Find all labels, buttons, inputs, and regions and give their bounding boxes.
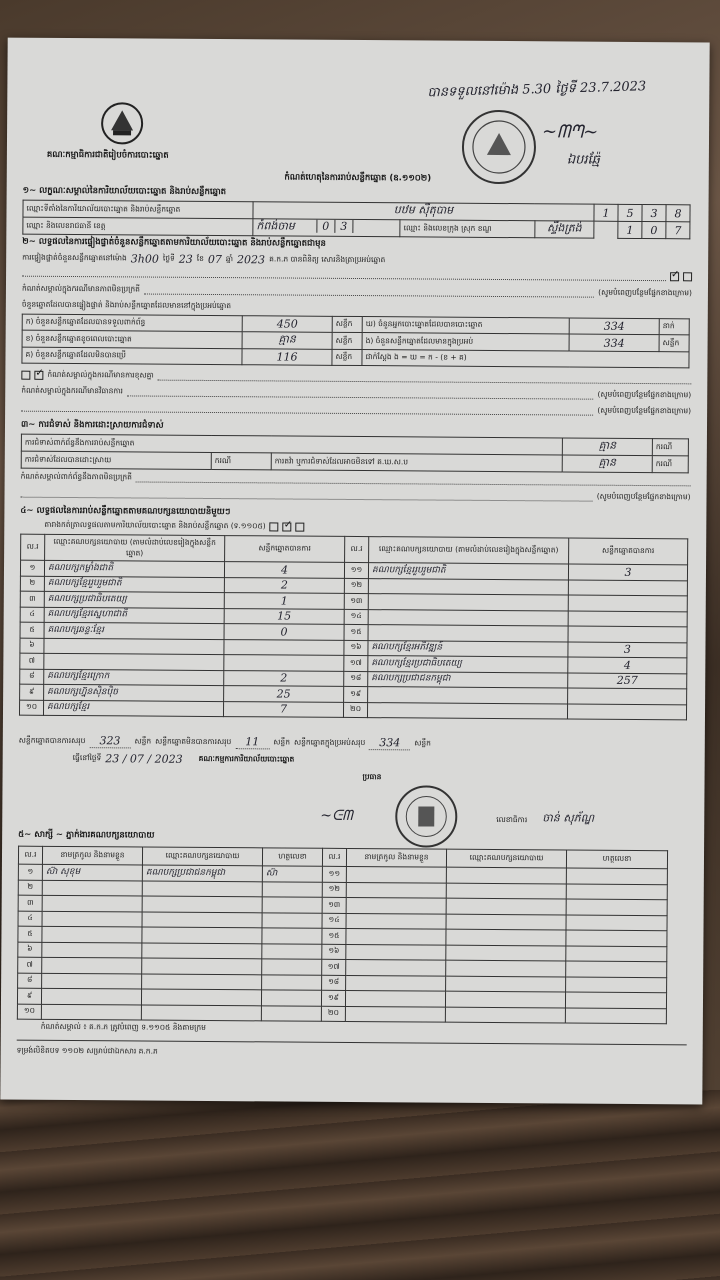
witness-party: [142, 927, 262, 943]
result-party: [368, 594, 568, 611]
check-box: [296, 523, 305, 532]
witness-no: ២០: [321, 1006, 345, 1022]
witness-no: ១១: [322, 866, 346, 882]
remark-row-1: ✓ កំណត់សម្គាល់ក្នុងករណីមានការខុសគ្នា: [21, 370, 691, 386]
result-votes: 1: [224, 593, 344, 609]
witness-party: [141, 1005, 261, 1021]
witness-party: [445, 991, 565, 1007]
witness-name: [41, 988, 141, 1004]
result-no: ១៥: [344, 624, 368, 640]
total-invalid: 11: [235, 735, 269, 749]
result-votes: 4: [568, 657, 687, 673]
result-votes: [567, 703, 686, 719]
location-table: [22, 200, 690, 240]
section2-heading: ២~ លទ្ធផលនៃការផ្ទៀងផ្ទាត់ចំនួនសន្លឹកឆ្នោតតាមការិយាល័យបោះឆ្នោត និងរាប់សន្លឹកឆ្នោតជាមុន: [22, 236, 326, 249]
result-party: [368, 625, 568, 642]
section2-start-row: ការផ្ទៀងផ្ទាត់ចំនួនសន្លឹកឆ្នោតនៅម៉ោង 3h00 ថ្ងៃទី 23 ខែ 07 ឆ្នាំ 2023 គ.ក.ភ បានពិនិត្យ សោរនិងត្រាប្រអប់ឆ្នោត: [22, 252, 386, 267]
result-no: ១៣: [344, 593, 368, 609]
result-votes: 7: [223, 701, 343, 717]
result-party: គណបក្សប្រជាធិបតេយ្យ: [44, 591, 224, 608]
objection-unit: ករណី: [652, 456, 688, 473]
result-votes: [224, 639, 344, 655]
district-code-digit: 1: [618, 221, 642, 238]
witness-party: [141, 989, 261, 1005]
result-votes: 0: [224, 624, 344, 640]
ballot-count-table: [21, 314, 689, 369]
check-box: [670, 272, 679, 281]
result-votes: 15: [224, 608, 344, 624]
witness-no: ១៧: [322, 959, 346, 975]
witness-sign: [566, 945, 667, 961]
col-no: ល.រ: [345, 536, 369, 562]
result-party: គណបក្សកម្លាំងជាតិ: [44, 560, 224, 577]
chief-label: ប្រធាន: [362, 772, 382, 782]
count-unit: សន្លឹក: [332, 316, 362, 332]
counts-intro: ចំនួនឆ្នោតដែលបានផ្ទៀងផ្ទាត់ និងរាប់សន្លឹកឆ្នោតដែលមាននៅក្នុងប្រអប់ឆ្នោត: [21, 299, 232, 311]
signature-icon: ~ᗰᘉ~: [541, 121, 599, 143]
start-time: 3h00: [130, 252, 159, 266]
witness-no: ៩: [17, 988, 41, 1004]
result-party: គណបក្សខ្មែរស្នេហាជាតិ: [44, 607, 224, 624]
witness-no: ១៤: [322, 913, 346, 929]
result-no: ៨: [20, 669, 44, 685]
result-no: ១៨: [344, 671, 368, 687]
count-unit: សន្លឹក: [659, 335, 689, 352]
witness-no: ១៨: [322, 975, 346, 991]
result-no: ៩: [20, 684, 44, 700]
count-unit: នាក់: [659, 319, 689, 335]
witness-name: [42, 926, 142, 942]
col-name: នាមត្រកូល និងនាមខ្លួន: [42, 846, 142, 865]
witness-party: [142, 912, 262, 928]
result-votes: 2: [224, 670, 344, 686]
witness-sign: [262, 974, 322, 990]
witness-name: [346, 866, 446, 882]
wooden-table-surface: [0, 1090, 720, 1280]
table-row: [17, 1004, 666, 1024]
witness-party: [142, 896, 262, 912]
witness-sign: [261, 1005, 321, 1021]
secretary-signature: ចាន់ សុភ័ណ្ឌ: [542, 811, 595, 825]
district-code-digit: 7: [666, 222, 690, 239]
col-votes: សន្លឹកឆ្នោតបានការ: [569, 538, 688, 565]
bottom-note: ទម្រង់លិខិតបទ ១១០២ សម្រាប់ជាឯកសារ គ.ក.ភ: [16, 1045, 158, 1056]
col-party: ឈ្មោះគណបក្សនយោបាយ: [142, 847, 262, 866]
witness-name: [346, 913, 446, 929]
col-party: ឈ្មោះគណបក្សនយោបាយ (តាមលំដាប់លេខរៀងក្នុងសន្លឹកឆ្នោត): [369, 537, 569, 564]
witness-name: [346, 944, 446, 960]
witness-no: ២: [18, 880, 42, 896]
result-party: គណបក្សខ្មែរក្រោក: [44, 669, 224, 686]
result-party: [367, 702, 567, 719]
witness-no: ១៦: [322, 944, 346, 960]
committee-name: គណៈកម្មាធិការជាតិរៀបចំការបោះឆ្នោត: [46, 149, 169, 161]
result-no: ១១: [344, 562, 368, 578]
witness-party: [446, 929, 566, 945]
result-no: ១២: [344, 578, 368, 594]
col-party: ឈ្មោះគណបក្សនយោបាយ (តាមលំដាប់លេខរៀងក្នុងសន្លឹកឆ្នោត): [45, 534, 225, 561]
witness-no: ៦: [18, 942, 42, 958]
witness-sign: [566, 961, 667, 977]
count-unit: សន្លឹក: [332, 332, 362, 349]
witness-sign: [262, 881, 322, 897]
total-valid: 323: [89, 734, 130, 748]
count-label: ឃ) ចំនួនអ្នកបោះឆ្នោតដែលបានបោះឆ្នោត: [362, 317, 569, 334]
witness-no: ៣: [18, 895, 42, 911]
col-sign: ហត្ថលេខា: [566, 850, 667, 869]
witness-party: [142, 881, 262, 897]
done-date: 23 / 07 / 2023: [105, 752, 183, 766]
election-count-report-sheet: [0, 38, 709, 1105]
result-party: [368, 609, 568, 626]
code-digit: 1: [594, 204, 618, 221]
objection-unit: ករណី: [652, 439, 688, 456]
result-party: [368, 578, 568, 595]
start-day: 23: [178, 252, 193, 266]
count-label: ខ) ចំនួនសន្លឹកឆ្នោតខូចពេលបោះឆ្នោត: [22, 330, 242, 349]
result-party: គណបក្សខ្មែររួបរួមជាតិ: [44, 576, 224, 593]
district-label: ឈ្មោះ និងលេខក្រុង ស្រុក ខណ្ឌ: [400, 220, 535, 238]
col-no: ល.រ: [18, 846, 42, 864]
objection-unit: ករណី: [211, 452, 271, 469]
result-no: ១០: [19, 700, 43, 716]
report-title: កំណត់ហេតុនៃការរាប់សន្លឹកឆ្នោត (ឧ.១១០២): [284, 172, 432, 184]
result-votes: [224, 655, 344, 671]
section3-heading: ៣~ ការជំទាស់ និងការដោះស្រាយការជំទាស់: [20, 419, 164, 431]
section4-subheading: តារាងកត់ត្រាលទ្ធផលតាមការិយាល័យបោះឆ្នោត និងរាប់សន្លឹកឆ្នោត (ទ.១១០៥) ✓: [44, 520, 690, 536]
objection-table: [21, 434, 689, 474]
witness-sign: [262, 897, 322, 913]
section5-footnote: កំណត់សម្គាល់ ៖ គ.ក.ភ ត្រូវបំពេញ ទ.១១០៥ និងតាមក្រម: [40, 1021, 206, 1032]
result-no: ៥: [20, 622, 44, 638]
witness-party: [446, 867, 566, 883]
witness-party: [446, 976, 566, 992]
col-no: ល.រ: [21, 534, 45, 560]
location-label: ឈ្មោះទីតាំងនៃការិយាល័យបោះឆ្នោត និងរាប់សន្លឹកឆ្នោត: [23, 200, 253, 219]
result-votes: [568, 595, 687, 611]
count-value: 334: [569, 334, 659, 352]
witness-party: [446, 945, 566, 961]
code-digit: 5: [618, 204, 642, 221]
result-votes: [568, 579, 687, 595]
result-no: ៧: [20, 653, 44, 669]
witness-name: [42, 895, 142, 911]
result-no: ៣: [20, 591, 44, 607]
section5-heading: ៥~ សាក្សី ~ ភ្នាក់ងារគណបក្សនយោបាយ: [18, 829, 155, 841]
result-party: គណបក្សឆន្ទៈខ្មែរ: [44, 622, 224, 639]
witness-name: [42, 911, 142, 927]
result-votes: 3: [568, 564, 687, 580]
count-value: 116: [242, 349, 332, 366]
witness-no: ៧: [18, 957, 42, 973]
witness-party: [142, 958, 262, 974]
witness-party: [142, 943, 262, 959]
section4-heading: ៤~ លទ្ធផលនៃការរាប់សន្លឹកឆ្នោតតាមគណបក្សនយោបាយនិមួយៗ: [20, 505, 231, 518]
result-votes: 25: [224, 686, 344, 702]
result-no: ២: [20, 576, 44, 592]
result-votes: 2: [224, 577, 344, 593]
witness-sign: [261, 990, 321, 1006]
result-party: [44, 653, 224, 670]
witness-no: ៨: [18, 973, 42, 989]
code-digit: 3: [642, 204, 666, 221]
witness-name: [345, 990, 445, 1006]
witness-sign: [565, 992, 666, 1008]
witness-sign: [566, 868, 667, 884]
section3-note-row: កំណត់សម្គាល់ពាក់ព័ន្ធនឹងភាពមិនប្រក្រតី: [21, 472, 691, 488]
code-digit: 8: [666, 205, 690, 222]
result-party: គណបក្សខ្មែររួបរួមជាតិ: [368, 563, 568, 580]
result-no: ២០: [343, 702, 367, 718]
col-sign: ហត្ថលេខា: [262, 848, 322, 866]
count-value: 334: [569, 318, 659, 335]
result-no: ១៦: [344, 640, 368, 656]
party-results-table: [19, 534, 688, 721]
emblem-icon: [99, 100, 145, 150]
check-box: [270, 522, 279, 531]
chief-signature-icon: ~ᕮᗰ: [320, 807, 353, 824]
result-votes: 3: [568, 641, 687, 657]
witness-no: ១០: [17, 1004, 41, 1020]
province-value: កំពង់ចាម 0 3: [253, 219, 400, 237]
witness-party: [446, 914, 566, 930]
totals-row: សន្លឹកឆ្នោតបានការសរុប 323 សន្លឹក សន្លឹកឆ្នោតមិនបានការសរុប 11 សន្លឹក សន្លឹកឆ្នោតក្នុងប្រអប់សរុប 334 សន្លឹក: [18, 734, 431, 750]
count-label: គ) ចំនួនសន្លឹកឆ្នោតដែលមិនបានប្រើ: [22, 347, 242, 365]
witness-name: [42, 880, 142, 896]
witness-no: ៥: [18, 926, 42, 942]
irregularity-row: កំណត់សម្គាល់ក្នុងករណីមានភាពមិនប្រក្រតី (សូមបំពេញបន្ថែមផ្នែកខាងក្រោម): [21, 283, 692, 298]
result-party: [44, 638, 224, 655]
check-box: [683, 272, 692, 281]
witness-sign: [566, 914, 667, 930]
col-name: នាមត្រកូល និងនាមខ្លួន: [346, 848, 446, 867]
result-party: គណបក្សហ្វ៊ុនស៊ិនប៉ិច: [44, 684, 224, 701]
witness-party: [142, 974, 262, 990]
witness-name: [346, 882, 446, 898]
witness-no: ១៩: [321, 990, 345, 1006]
location-value: បឋម ស៊ីតុបាម: [253, 202, 594, 221]
witness-sign: ស៊ា: [262, 866, 322, 882]
received-time-note: បានទទួលនៅម៉ោង 5.30 ថ្ងៃទី 23.7.2023: [427, 79, 647, 101]
result-no: ៤: [20, 607, 44, 623]
remark-row-3: (សូមបំពេញបន្ថែមផ្នែកខាងក្រោម): [21, 402, 691, 418]
witness-party: [446, 883, 566, 899]
witness-sign: [566, 976, 667, 992]
witness-sign: [565, 1007, 666, 1023]
witness-no: ១២: [322, 882, 346, 898]
objection-label: ការជំទាស់ដែលបានដោះស្រាយ: [21, 451, 211, 469]
result-votes: [568, 626, 687, 642]
done-date-row: ធ្វើនៅថ្ងៃទី 23 / 07 / 2023 គណៈកម្មការការិយាល័យបោះឆ្នោត: [72, 752, 295, 766]
objection-label: ការជំទាស់ពាក់ព័ន្ធនឹងការរាប់សន្លឹកឆ្នោត: [21, 434, 562, 455]
witness-sign: [262, 912, 322, 928]
witness-name: [345, 1006, 445, 1022]
witness-sign: [262, 928, 322, 944]
witness-name: [42, 973, 142, 989]
witness-party: [446, 960, 566, 976]
witness-name: [42, 942, 142, 958]
count-label: ង) ចំនួនសន្លឹកឆ្នោតដែលមានក្នុងប្រអប់: [362, 333, 569, 351]
result-votes: 257: [568, 672, 687, 688]
witness-table: [17, 846, 668, 1025]
witness-no: ១៣: [322, 897, 346, 913]
witness-sign: [262, 943, 322, 959]
witness-sign: [566, 883, 667, 899]
seal-check-row: [22, 268, 692, 282]
check-box: [21, 371, 30, 380]
start-year: 2023: [237, 253, 266, 267]
result-no: ១៧: [344, 655, 368, 671]
witness-sign: [566, 899, 667, 915]
col-votes: សន្លឹកឆ្នោតបានការ: [225, 536, 345, 563]
result-party: គណបក្សខ្មែរ: [43, 700, 223, 717]
result-no: ១: [20, 560, 44, 576]
count-value: 450: [242, 316, 332, 333]
witness-party: [446, 898, 566, 914]
witness-no: ៤: [18, 911, 42, 927]
start-month: 07: [207, 252, 222, 267]
witness-name: [346, 959, 446, 975]
district-value: ស្ទឹងត្រង់: [535, 221, 594, 238]
district-code-digit: 0: [642, 221, 666, 238]
result-votes: 4: [224, 562, 344, 578]
result-party: គណបក្សប្រជាជនកម្ពុជា: [368, 671, 568, 688]
count-unit: សន្លឹក: [332, 349, 362, 365]
section3-fill-row: (សូមបំពេញបន្ថែមផ្នែកខាងក្រោម): [20, 488, 690, 504]
check-box: [34, 371, 43, 380]
result-no: ១៤: [344, 609, 368, 625]
objection-label-b: ការតវ៉ា ឬការជំទាស់ដែលអាចមិនទៅ គ.ឃ.ស.ប: [271, 453, 562, 472]
witness-sign: [262, 959, 322, 975]
count-formula: ជាក់ស្តែង ង = ឃ = ក - (ខ + គ): [362, 350, 689, 368]
witness-name: [346, 928, 446, 944]
remark-row-2: កំណត់សម្គាល់ក្នុងករណីមានវិធានការ (សូមបំពេញបន្ថែមផ្នែកខាងក្រោម): [21, 385, 692, 400]
witness-name: [346, 975, 446, 991]
witness-party: [445, 1007, 565, 1023]
col-party: ឈ្មោះគណបក្សនយោបាយ: [446, 849, 566, 868]
check-box: [283, 522, 292, 531]
total-box: 334: [369, 736, 410, 750]
count-value: គ្មាន: [242, 332, 332, 350]
witness-party: គណបក្សប្រជាជនកម្ពុជា: [142, 865, 262, 881]
section1-heading: ១~ លក្ខណៈសម្គាល់នៃការិយាល័យបោះឆ្នោត និងរាប់សន្លឹកឆ្នោត: [22, 185, 227, 198]
result-no: ១៩: [344, 686, 368, 702]
table-row: [19, 700, 686, 720]
province-label: ឈ្មោះ និងលេខរាជធានី ខេត្ត: [23, 217, 253, 236]
witness-name: ស៊ា សុខុម: [42, 864, 142, 880]
result-party: គណបក្សខ្មែរអភិវឌ្ឍន៍: [368, 640, 568, 657]
result-votes: [568, 688, 687, 704]
signature-mark: ឯបរឆ្ម៉ែ: [566, 152, 600, 168]
result-no: ៦: [20, 638, 44, 654]
col-no: ល.រ: [322, 848, 346, 866]
witness-sign: [566, 930, 667, 946]
result-party: គណបក្សខ្មែរប្រជាធិបតេយ្យ: [368, 656, 568, 673]
witness-name: [41, 1004, 141, 1020]
witness-name: [346, 897, 446, 913]
objection-value: គ្មាន: [562, 455, 652, 473]
result-party: [368, 687, 568, 704]
result-votes: [568, 610, 687, 626]
count-label: ក) ចំនួនសន្លឹកឆ្នោតដែលបានទទួលពាក់ព័ន្ធ: [22, 314, 242, 332]
secretary-label: លេខាធិការ: [496, 814, 528, 825]
witness-name: [42, 957, 142, 973]
witness-no: ១៥: [322, 928, 346, 944]
witness-no: ១: [18, 864, 42, 880]
objection-value: គ្មាន: [562, 438, 652, 456]
